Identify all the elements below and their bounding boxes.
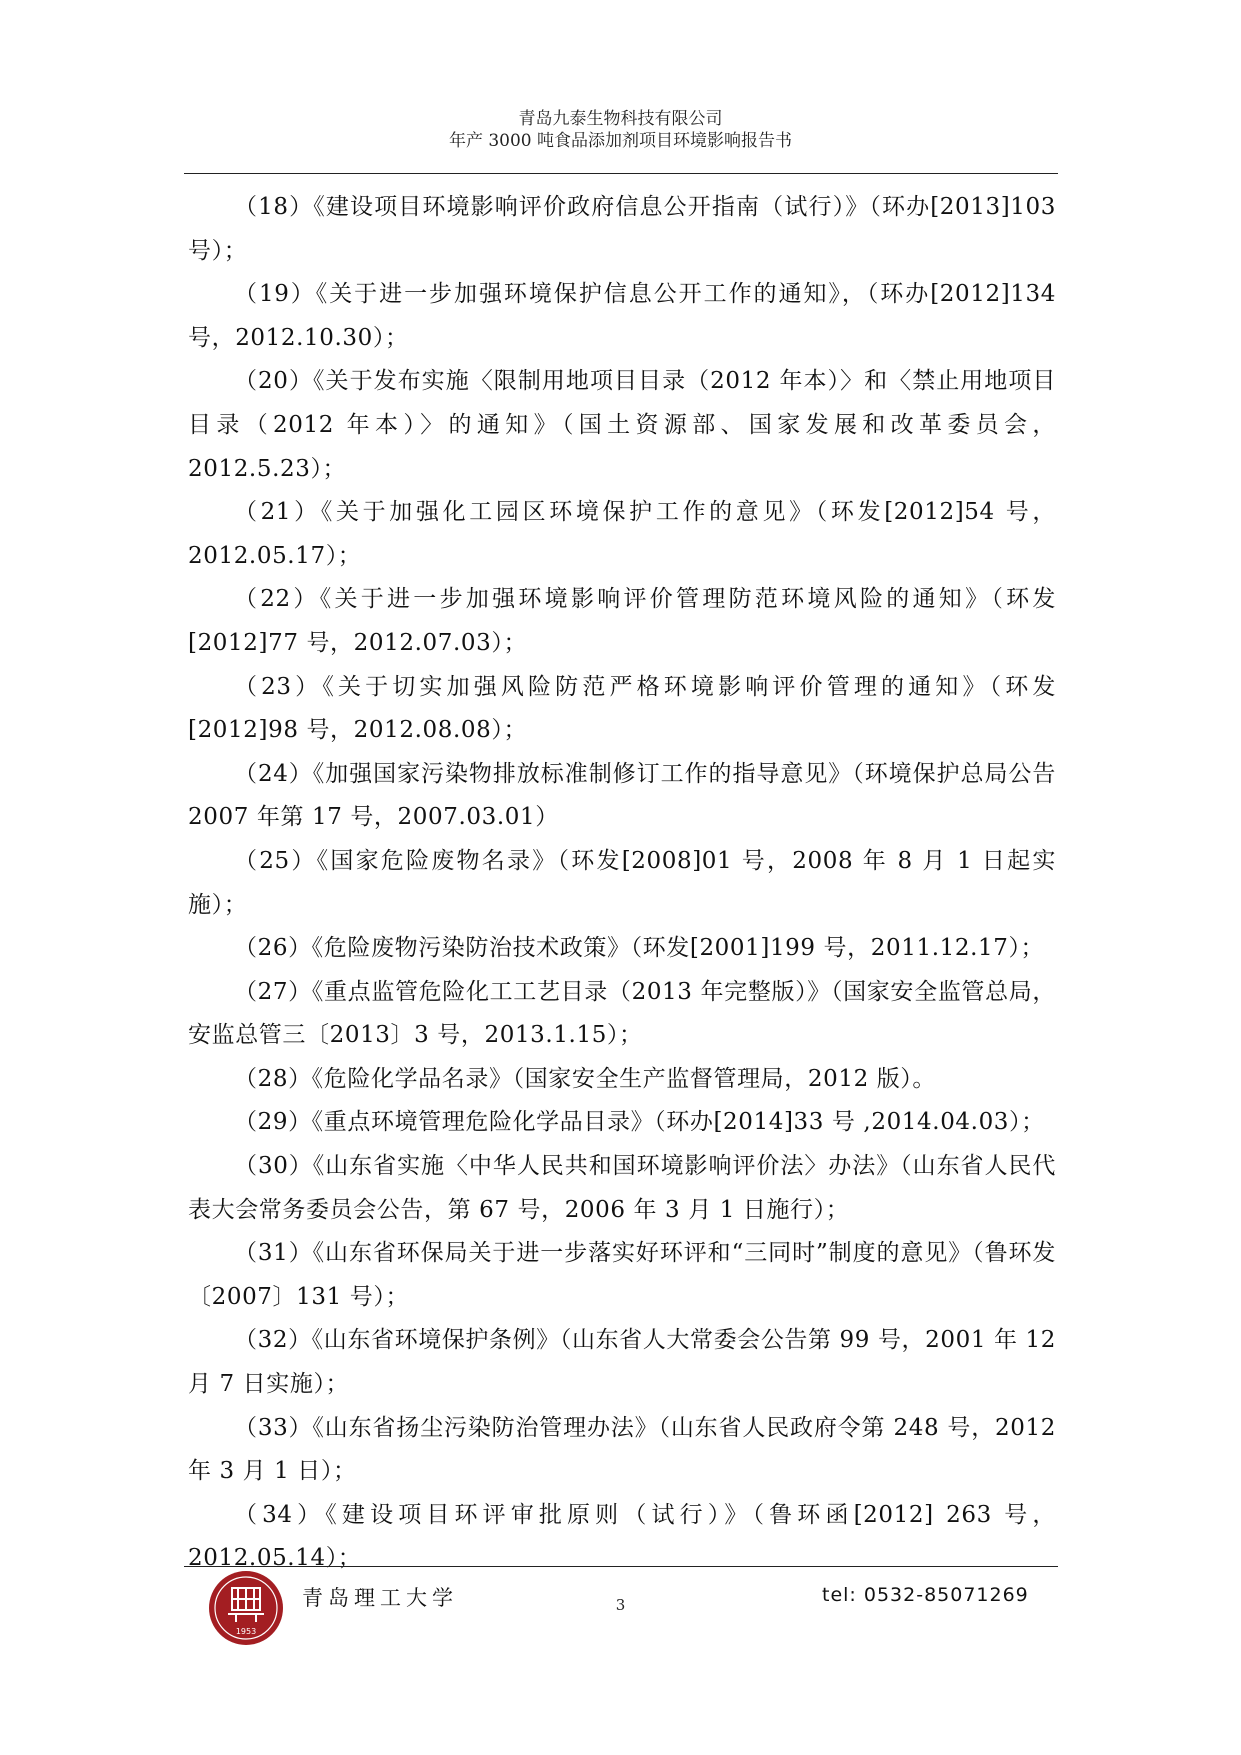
list-item: （31）《山东省环保局关于进一步落实好环评和“三同时”制度的意见》（鲁环发〔2007〕131 号）； xyxy=(188,1240,1056,1310)
seal-year: 1953 xyxy=(235,1627,257,1636)
list-item: （22）《关于进一步加强环境影响评价管理防范环境风险的通知》（环发[2012]77 号，2012.07.03）； xyxy=(188,586,1056,656)
footer-divider xyxy=(184,1566,1058,1567)
list-item: （18）《建设项目环境影响评价政府信息公开指南（试行）》（环办[2013]103号）； xyxy=(188,194,1056,264)
list-item: （30）《山东省实施〈中华人民共和国环境影响评价法〉办法》（山东省人民代表大会常务委员会公告，第 67 号，2006 年 3 月 1 日施行）； xyxy=(188,1153,1056,1223)
list-item: （21）《关于加强化工园区环境保护工作的意见》（环发[2012]54 号，2012.05.17）； xyxy=(188,499,1056,569)
header-divider xyxy=(184,173,1058,174)
university-name: 青岛理工大学 xyxy=(302,1586,458,1610)
list-item: （23）《关于切实加强风险防范严格环境影响评价管理的通知》（环发[2012]98 号，2012.08.08）； xyxy=(188,673,1056,744)
header-report-title: 年产 3000 吨食品添加剂项目环境影响报告书 xyxy=(448,131,793,151)
list-item: （32）《山东省环境保护条例》（山东省人大常委会公告第 99 号，2001 年 12 月 7 日实施）； xyxy=(188,1327,1056,1398)
list-item: （27）《重点监管危险化工工艺目录（2013 年完整版）》（国家安全监管总局，安监总管三〔2013〕3 号，2013.1.15）； xyxy=(188,978,1056,1049)
page-header xyxy=(0,108,1241,152)
header-company: 青岛九泰生物科技有限公司 xyxy=(518,109,723,129)
list-item: （24）《加强国家污染物排放标准制修订工作的指导意见》（环境保护总局公告 2007 年第 17 号，2007.03.01） xyxy=(188,760,1056,831)
list-item: （34）《建设项目环评审批原则（试行）》（鲁环函[2012] 263 号，2012.05.14）； xyxy=(188,1501,1056,1572)
telephone: tel: 0532-85071269 xyxy=(822,1584,1029,1606)
list-item: （29）《重点环境管理危险化学品目录》（环办[2014]33 号 ,2014.04.03）； xyxy=(234,1109,1045,1136)
reference-list xyxy=(188,186,1056,1581)
list-item: （26）《危险废物污染防治技术政策》（环发[2001]199 号，2011.12.17）； xyxy=(234,935,1045,962)
list-item: （33）《山东省扬尘污染防治管理办法》（山东省人民政府令第 248 号，2012 年 3 月 1 日）； xyxy=(188,1414,1056,1485)
list-item: （25）《国家危险废物名录》（环发[2008]01 号，2008 年 8 月 1 日起实施）； xyxy=(188,847,1056,918)
list-item: （28）《危险化学品名录》（国家安全生产监督管理局，2012 版）。 xyxy=(234,1065,937,1092)
list-item: （19）《关于进一步加强环境保护信息公开工作的通知》，（环办[2012]134号，2012.10.30）； xyxy=(188,281,1056,351)
page-number: 3 xyxy=(615,1596,626,1614)
list-item: （20）《关于发布实施〈限制用地项目目录（2012 年本）〉和〈禁止用地项目目录（2012 年本）〉的通知》（国土资源部、国家发展和改革委员会，2012.5.23）； xyxy=(188,368,1056,482)
